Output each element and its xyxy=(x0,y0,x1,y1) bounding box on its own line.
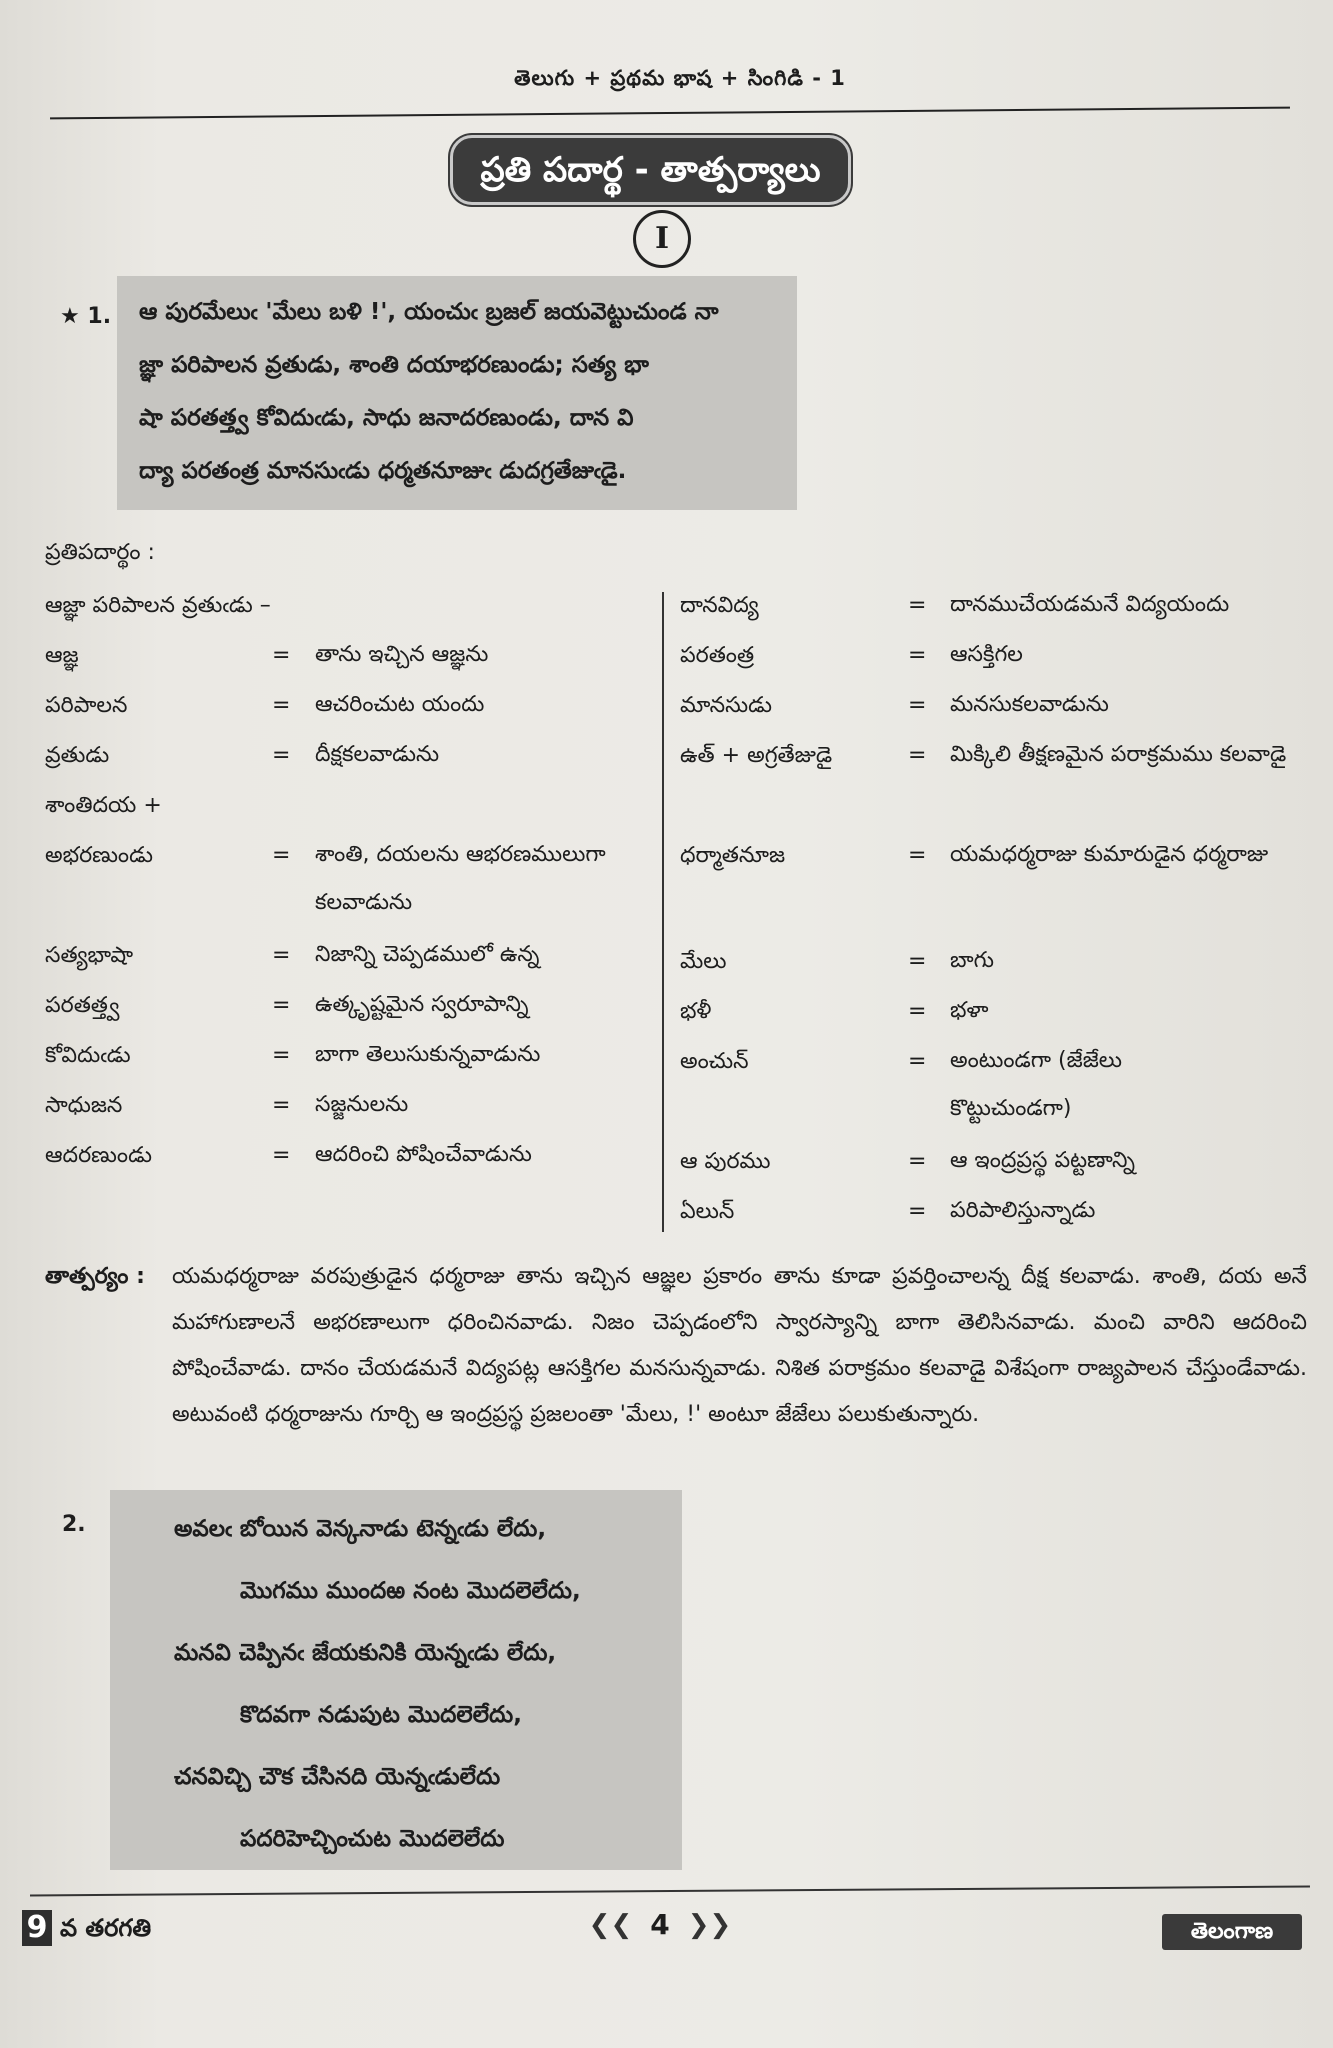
glossary-row xyxy=(680,735,1310,835)
gloss-word: ఆజ్ఞ xyxy=(45,643,79,668)
verse-2-number: 2. xyxy=(62,1512,86,1537)
gloss-word: ఆదరణుండు xyxy=(45,1143,152,1168)
gloss-meaning: మిక్కిలి తీక్షణమైన పరాక్రమము కలవాడై xyxy=(950,742,1287,767)
gloss-equals: = xyxy=(908,1149,927,1174)
glossary-row xyxy=(45,785,645,835)
gloss-meaning: దీక్షకలవాడును xyxy=(315,742,440,767)
glossary-row xyxy=(45,635,645,685)
page-number: 4 xyxy=(650,1908,670,1941)
glossary-row xyxy=(680,635,1310,685)
gloss-equals: = xyxy=(908,843,927,868)
glossary-row xyxy=(680,585,1310,635)
gloss-equals: = xyxy=(272,643,291,668)
class-number-badge: 9 xyxy=(22,1910,52,1946)
gloss-word: పరతంత్ర xyxy=(680,643,755,668)
verse-2-line: అవలఁ బోయిన వెన్కనాడు టెన్నఁడు లేదు, xyxy=(174,1516,547,1542)
gloss-word: వ్రతుడు xyxy=(45,743,110,768)
gloss-equals: = xyxy=(272,843,291,868)
verse-1-box xyxy=(117,276,797,510)
gloss-meaning: బాగు xyxy=(950,948,995,973)
glossary-row xyxy=(680,941,1310,991)
state-badge: తెలంగాణ xyxy=(1162,1914,1302,1950)
gloss-equals: = xyxy=(908,643,927,668)
gloss-word: మానసుడు xyxy=(680,693,773,718)
gloss-word: శాంతిదయ + xyxy=(45,793,162,818)
gloss-word: పరతత్త్వ xyxy=(45,993,120,1018)
gloss-word: మేలు xyxy=(680,949,727,974)
gloss-meaning: ఆదరించి పోషించేవాడును xyxy=(315,1142,532,1167)
verse-2-box xyxy=(110,1490,682,1870)
verse-2-line: మనవి చెప్పినఁ జేయకునికి యెన్నఁడు లేదు, xyxy=(174,1640,557,1666)
ornament-left-icon: ❮❮ xyxy=(588,1910,633,1940)
gloss-equals: = xyxy=(908,1199,927,1224)
running-head: తెలుగు + ప్రథమ భాష + సింగిడి - 1 xyxy=(514,66,846,90)
glossary-row xyxy=(680,835,1310,941)
ornament-right-icon: ❯❯ xyxy=(687,1910,732,1940)
gloss-meaning: నిజాన్ని చెప్పడములో ఉన్న xyxy=(315,942,540,967)
gloss-equals: = xyxy=(908,743,927,768)
gloss-equals: = xyxy=(908,593,927,618)
gloss-word: అంచున్ xyxy=(680,1049,749,1074)
glossary-left-column xyxy=(45,585,645,1185)
gloss-equals: = xyxy=(272,1093,291,1118)
tatparyam-text: యమధర్మరాజు వరపుత్రుడైన ధర్మరాజు తాను ఇచ్చిన ఆజ్ఞల ప్రకారం తాను కూడా ప్రవర్తించాలన్న దీక్ష కలవాడు. శాంతి, దయ అనే మహాగుణాలనే అభరణాలుగా ధరించినవాడు. నిజం చెప్పడంలోని స్వారస్యాన్ని బాగా తెలిసినవాడు. మంచి వారిని ఆదరించి పోషించేవాడు. దానం చేయడమనే విద్యపట్ల ఆసక్తిగల మనసున్నవాడు. నిశిత పరాక్రమం కలవాడై విశేషంగా రాజ్యపాలన చేస్తుండేవాడు. అటువంటి ధర్మరాజును గూర్చి ఆ ఇంద్రప్రస్థ ప్రజలంతా 'మేలు, !' అంటూ జేజేలు పలుకుతున్నారు. xyxy=(172,1264,1307,1427)
gloss-meaning: దానముచేయడమనే విద్యయందు xyxy=(950,592,1230,617)
glossary-row xyxy=(45,1035,645,1085)
gloss-meaning: శాంతి, దయలను ఆభరణములుగా కలవాడును xyxy=(315,842,606,915)
glossary-row xyxy=(680,1141,1310,1191)
verse-1-line: ఆ పురమేలుఁ 'మేలు బళి !', యంచుఁ బ్రజల్ జయవెట్టుచుండ నా xyxy=(139,299,719,325)
gloss-meaning: భళా xyxy=(950,998,989,1023)
verse-2-line: పదరిహెచ్చించుట మొదలెలేదు xyxy=(240,1826,505,1852)
glossary-row xyxy=(680,1191,1310,1241)
glossary-divider xyxy=(662,592,664,1232)
gloss-word: భళీ xyxy=(680,999,712,1024)
glossary-row xyxy=(45,985,645,1035)
glossary-row xyxy=(45,835,645,935)
verse-2-line: కొదవగా నడుపుట మొదలెలేదు, xyxy=(240,1702,522,1728)
gloss-equals: = xyxy=(272,1143,291,1168)
glossary-row xyxy=(680,1041,1310,1141)
verse-1-line: షా పరతత్త్వ కోవిదుఁడు, సాధు జనాదరణుండు, దాన వి xyxy=(139,405,634,431)
gloss-meaning: ఆసక్తిగల xyxy=(950,642,1023,667)
gloss-word: అభరణుండు xyxy=(45,843,153,868)
gloss-equals: = xyxy=(272,943,291,968)
glossary-row xyxy=(45,1135,645,1185)
verse-1-number: ★ 1. xyxy=(60,304,112,329)
gloss-equals: = xyxy=(272,743,291,768)
gloss-word: సత్యభాషా xyxy=(45,943,134,968)
lesson-number-circle: I xyxy=(633,210,691,268)
verse-2-line: చనవిచ్చి చౌక చేసినది యెన్నఁడులేదు xyxy=(174,1764,501,1790)
gloss-meaning: బాగా తెలుసుకున్నవాడును xyxy=(315,1042,541,1067)
gloss-word: ధర్మాతనూజ xyxy=(680,843,786,868)
gloss-equals: = xyxy=(908,693,927,718)
section-title-banner: ప్రతి పదార్థ - తాత్పర్యాలు xyxy=(450,135,851,205)
gloss-equals: = xyxy=(272,993,291,1018)
gloss-meaning: ఆచరించుట యందు xyxy=(315,692,485,717)
page-number-ornament xyxy=(585,1900,735,1950)
glossary-row xyxy=(45,735,645,785)
gloss-meaning: సజ్జనులను xyxy=(315,1092,409,1117)
glossary-row xyxy=(680,685,1310,735)
glossary-right-column xyxy=(680,585,1310,1241)
gloss-meaning: ఆ ఇంద్రప్రస్థ పట్టణాన్ని xyxy=(950,1148,1135,1173)
gloss-equals: = xyxy=(908,999,927,1024)
gloss-meaning: మనసుకలవాడును xyxy=(950,692,1109,717)
gloss-word: కోవిదుఁడు xyxy=(45,1043,131,1068)
gloss-meaning: పరిపాలిస్తున్నాడు xyxy=(950,1198,1096,1223)
gloss-meaning: ఉత్కృష్టమైన స్వరూపాన్ని xyxy=(315,992,529,1017)
glossary-row xyxy=(680,991,1310,1041)
class-label: వ తరగతి xyxy=(60,1914,152,1942)
gloss-equals: = xyxy=(272,693,291,718)
gloss-word: దానవిద్య xyxy=(680,593,759,618)
gloss-word: ఉత్ + అగ్రతేజుడై xyxy=(680,743,833,768)
gloss-word: ఆజ్ఞా పరిపాలన వ్రతుఁడు – xyxy=(45,593,271,618)
gloss-meaning: తాను ఇచ్చిన ఆజ్ఞను xyxy=(315,642,489,667)
gloss-word: పరిపాలన xyxy=(45,693,128,718)
gloss-word: ఆ పురము xyxy=(680,1149,771,1174)
gloss-word: ఏలున్ xyxy=(680,1199,735,1224)
verse-1-line: ద్యా పరతంత్ర మానసుఁడు ధర్మతనూజుఁ డుదగ్రతేజుఁడై. xyxy=(139,458,627,484)
tatparyam-label: తాత్పర్యం : xyxy=(45,1264,145,1289)
header-rule xyxy=(50,107,1290,120)
glossary-row xyxy=(45,585,645,635)
gloss-meaning: అంటుండగా (జేజేలు కొట్టుచుండగా) xyxy=(950,1048,1122,1121)
glossary-row xyxy=(45,935,645,985)
gloss-equals: = xyxy=(272,1043,291,1068)
verse-2-line: మొగము ముందఱ నంట మొదలెలేదు, xyxy=(240,1578,581,1604)
gloss-equals: = xyxy=(908,1049,927,1074)
footer-rule xyxy=(30,1886,1310,1897)
glossary-row xyxy=(45,1085,645,1135)
gloss-word: సాధుజన xyxy=(45,1093,123,1118)
gloss-equals: = xyxy=(908,949,927,974)
glossary-label: ప్రతిపదార్థం : xyxy=(45,540,155,565)
verse-1-line: జ్ఞా పరిపాలన వ్రతుడు, శాంతి దయాభరణుండు; సత్య భా xyxy=(139,352,649,378)
gloss-meaning: యమధర్మరాజు కుమారుడైన ధర్మరాజు xyxy=(950,842,1269,867)
glossary-row xyxy=(45,685,645,735)
